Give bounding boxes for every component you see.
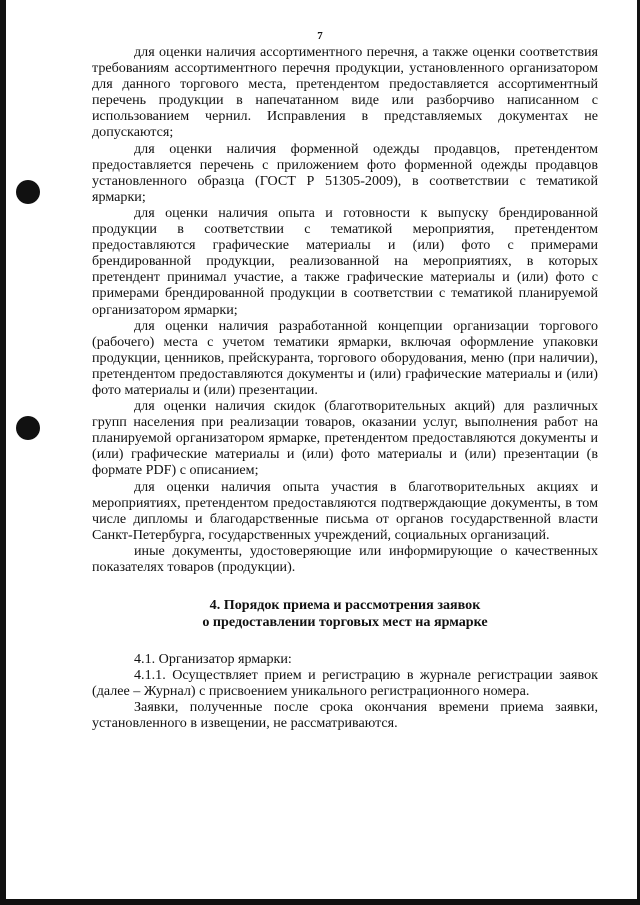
scan-edge-bottom bbox=[0, 899, 640, 905]
paragraph-concept: для оценки наличия разработанной концепции организации торгового (рабочего) места с учетом тематики ярмарки, включая оформление упаковки продукции, ценников, прейскуранта, торгового оборудования, меню (при наличии), претендентом предоставляются документы и (или) графические материалы и (или) фото материалы и (или) презентации. bbox=[92, 317, 598, 398]
punch-hole-icon bbox=[16, 180, 40, 204]
paragraph-4-1: 4.1. Организатор ярмарки: bbox=[134, 651, 292, 668]
paragraph-uniform: для оценки наличия форменной одежды продавцов, претендентом предоставляется перечень с приложением фото форменной одежды продавцов установленного образца (ГОСТ Р 51305-2009), в соответствии с тематикой ярмарки; bbox=[92, 140, 598, 205]
paragraph-assortment: для оценки наличия ассортиментного перечня, а также оценки соответствия требованиям ассортиментного перечня продукции, установленного организатором для данного торгового места, претендентом предоставляется ассортиментный перечень продукции в напечатанном виде или разборчиво написанном с использованием чернил. Исправления в представляемых документах не допускаются; bbox=[92, 44, 598, 141]
document-body bbox=[92, 44, 598, 732]
paragraph-branded-products: для оценки наличия опыта и готовности к выпуску брендированной продукции в соответствии с тематикой мероприятия, претендентом предоставляются графические материалы и (или) фото с примерами брендированной продукции, реализованной на мероприятиях, в которых претендент принимал участие, а также графические материалы и (или) фото с примерами брендированной продукции в соответствии с тематикой планируемой организатором ярмарки; bbox=[92, 204, 598, 318]
page-number: 7 bbox=[317, 30, 323, 42]
punch-hole-icon bbox=[16, 416, 40, 440]
section-heading-line-2: о предоставлении торговых мест на ярмарке bbox=[202, 614, 488, 631]
paragraph-discounts: для оценки наличия скидок (благотворительных акций) для различных групп населения при реализации товаров, оказании услуг, выполнения работ на планируемой организатором ярмарке, претендентом предоставляются документы и (или) графические материалы и (или) фото материалы и (или) презентации (в формате PDF) с описанием; bbox=[92, 398, 598, 479]
paragraph-late-applications: Заявки, полученные после срока окончания времени приема заявки, установленного в извещении, не рассматриваются. bbox=[92, 699, 598, 732]
paragraph-4-1-1: 4.1.1. Осуществляет прием и регистрацию в журнале регистрации заявок (далее – Журнал) с присвоением уникального регистрационного номера. bbox=[92, 667, 598, 700]
paragraph-other-documents: иные документы, удостоверяющие или информирующие о качественных показателях товаров (продукции). bbox=[92, 542, 598, 575]
section-heading bbox=[92, 597, 598, 631]
section-heading-line-1: 4. Порядок приема и рассмотрения заявок bbox=[209, 597, 481, 614]
paragraph-charity: для оценки наличия опыта участия в благотворительных акциях и мероприятиях, претендентом предоставляются подтверждающие документы, в том числе дипломы и благодарственные письма от органов государственной власти Санкт-Петербурга, государственных учреждений, социальных организаций. bbox=[92, 478, 598, 543]
scan-edge-left bbox=[0, 0, 6, 905]
